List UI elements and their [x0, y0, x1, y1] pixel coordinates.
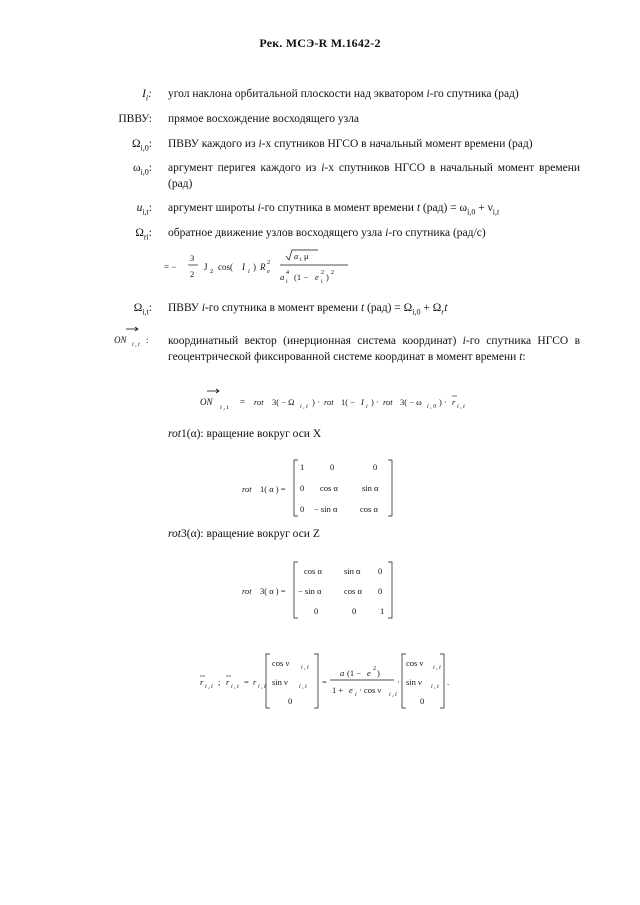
svg-text:i , t: i , t [299, 684, 307, 690]
svg-text:ON: ON [114, 335, 127, 345]
svg-text:cos(: cos( [218, 262, 233, 272]
svg-text:3( − ω: 3( − ω [400, 397, 422, 407]
svg-text:i , 0: i , 0 [427, 404, 437, 410]
definition-text: прямое восхождение восходящего узла [168, 113, 360, 125]
svg-text:2: 2 [321, 270, 324, 276]
svg-text:i , t: i , t [205, 684, 213, 690]
svg-text:e: e [367, 668, 371, 678]
svg-text:cos ν: cos ν [406, 658, 424, 668]
svg-text:cos α: cos α [304, 566, 322, 576]
svg-text:2: 2 [331, 270, 334, 276]
svg-text:i , t: i , t [220, 404, 229, 411]
svg-text:R: R [260, 262, 266, 272]
svg-text:=: = [322, 677, 327, 687]
svg-text:a: a [294, 251, 299, 261]
svg-text:=: = [244, 677, 249, 687]
rot3-label: rot3(α): вращение вокруг оси Z [168, 528, 320, 540]
svg-text:2: 2 [190, 269, 195, 279]
svg-text:1 +: 1 + [332, 685, 344, 695]
svg-text:): ) [253, 262, 256, 272]
svg-text:(1 −: (1 − [347, 668, 361, 678]
svg-text:a: a [280, 272, 285, 282]
svg-text:r: r [226, 677, 230, 687]
definition-term: $\omega_{i,0}$: [132, 162, 152, 177]
svg-text:0: 0 [300, 504, 305, 514]
svg-text:i , t: i , t [389, 692, 397, 698]
r-vector-equation [196, 650, 456, 712]
svg-text:): ) [326, 272, 329, 282]
svg-text:0: 0 [378, 586, 383, 596]
svg-text:.: . [447, 677, 450, 687]
svg-text:− sin α: − sin α [314, 504, 338, 514]
definition-text: аргумент перигея каждого из i-х спутников НГСО в начальный момент времени (рад) [168, 162, 581, 190]
svg-text:r: r [200, 677, 204, 687]
svg-text:0: 0 [378, 566, 383, 576]
svg-text:0: 0 [330, 462, 335, 472]
definition-text: аргумент широты i-го спутника в момент времени t $(рад) = \omega_{i,0} + \nu_{i,t}$ [168, 202, 500, 217]
definition-text: ПВВУ каждого из i-х спутников НГСО в начальный момент времени (рад) [168, 138, 533, 150]
svg-text:ON: ON [200, 397, 213, 407]
svg-text::: : [146, 335, 149, 345]
definition-text: обратное движение узлов восходящего узла i-го спутника (рад/с) [168, 227, 486, 239]
svg-text:2: 2 [267, 259, 271, 266]
svg-text:i: i [248, 268, 250, 275]
svg-text:a: a [340, 668, 345, 678]
svg-text:= −: = − [164, 262, 177, 272]
svg-text:i , t: i , t [301, 665, 309, 671]
svg-text:0: 0 [300, 483, 305, 493]
svg-text:i , t: i , t [258, 684, 266, 690]
svg-text:e: e [315, 272, 319, 282]
rot1-label: rot1(α): вращение вокруг оси X [168, 428, 322, 440]
vector-on-symbol [112, 325, 152, 347]
svg-text:=: = [240, 397, 246, 407]
definition-term: $u_{i,t}$: [136, 202, 152, 217]
svg-text:0: 0 [352, 606, 357, 616]
svg-text:i: i [286, 279, 288, 285]
definition-term: $I_i$: [142, 88, 152, 103]
svg-text:r: r [452, 397, 456, 407]
svg-text:rot: rot [254, 397, 264, 407]
svg-text:) ·: ) · [371, 397, 379, 407]
svg-text:i: i [366, 404, 368, 410]
svg-text:I: I [242, 262, 245, 272]
svg-text:3: 3 [190, 253, 195, 263]
svg-text:i , t: i , t [231, 684, 239, 690]
svg-text:4: 4 [286, 270, 289, 276]
svg-text:1: 1 [380, 606, 385, 616]
svg-text:0: 0 [373, 462, 378, 472]
svg-text:;: ; [218, 677, 221, 687]
definition-text: ПВВУ i-го спутника в момент времени t $(рад) = \Omega_{i,0} + \Omega_rt$ [168, 302, 448, 317]
definition-term [112, 325, 152, 352]
svg-text:0: 0 [420, 696, 425, 706]
svg-text:i: i [321, 279, 323, 285]
svg-text:sin α: sin α [344, 566, 361, 576]
regression-formula [160, 244, 420, 296]
svg-text:i , t: i , t [431, 684, 439, 690]
definition-text: координатный вектор (инерционная система координат) i-го спутника НГСО в геоцентрической фиксированной системе координат в момент времени t: [168, 335, 580, 363]
svg-text:(1 −: (1 − [294, 272, 308, 282]
svg-text:0: 0 [314, 606, 319, 616]
svg-text:3( α ) =: 3( α ) = [260, 586, 286, 596]
svg-text:0: 0 [288, 696, 293, 706]
svg-text:i , t: i , t [457, 404, 465, 410]
definition-term: $\Omega_{i,0}$: [131, 138, 152, 153]
svg-text:r: r [253, 677, 257, 687]
svg-text:cos ν: cos ν [272, 658, 290, 668]
svg-text:e: e [267, 268, 270, 275]
svg-text:− sin α: − sin α [298, 586, 322, 596]
svg-text:μ: μ [304, 251, 309, 261]
svg-text:sin ν: sin ν [272, 677, 288, 687]
svg-text:i , t: i , t [300, 404, 308, 410]
svg-text:rot: rot [383, 397, 393, 407]
svg-text:I: I [361, 397, 364, 407]
definition-term: $\Omega_{i,t}$: [133, 302, 152, 317]
svg-text:rot: rot [324, 397, 334, 407]
svg-text:cos α: cos α [320, 483, 338, 493]
svg-text:i: i [355, 692, 357, 698]
svg-text:e: e [349, 685, 353, 695]
svg-text:2: 2 [373, 666, 376, 672]
definition-term: $\Omega_{ri}$: [135, 227, 152, 242]
svg-text:sin ν: sin ν [406, 677, 422, 687]
svg-text:) ·: ) · [312, 397, 320, 407]
svg-text:1: 1 [300, 462, 305, 472]
rot3-matrix [240, 558, 410, 622]
rot1-matrix [240, 456, 410, 520]
definition-text: угол наклона орбитальной плоскости над экватором i-го спутника (рад) [168, 88, 519, 100]
on-vector-equation [196, 386, 476, 420]
svg-text:sin α: sin α [362, 483, 379, 493]
svg-text:i , t: i , t [433, 665, 441, 671]
svg-text:J: J [204, 262, 208, 272]
page-header: Рек. МСЭ-R M.1642-2 [259, 36, 381, 50]
svg-text:·: · [397, 677, 400, 687]
svg-text:): ) [377, 668, 380, 678]
svg-text:3( − Ω: 3( − Ω [272, 397, 295, 407]
svg-text:cos α: cos α [360, 504, 378, 514]
svg-text:1( −: 1( − [341, 397, 355, 407]
svg-text:) ·: ) · [439, 397, 447, 407]
svg-text:i , t: i , t [132, 342, 140, 347]
svg-text:2: 2 [210, 268, 214, 275]
svg-text:· cos ν: · cos ν [359, 685, 382, 695]
svg-text:cos α: cos α [344, 586, 362, 596]
svg-text:rot: rot [242, 484, 252, 494]
svg-text:1( α ) =: 1( α ) = [260, 484, 286, 494]
svg-text:i: i [300, 257, 302, 263]
definition-term: ПВВУ: [118, 113, 152, 125]
svg-text:rot: rot [242, 586, 252, 596]
